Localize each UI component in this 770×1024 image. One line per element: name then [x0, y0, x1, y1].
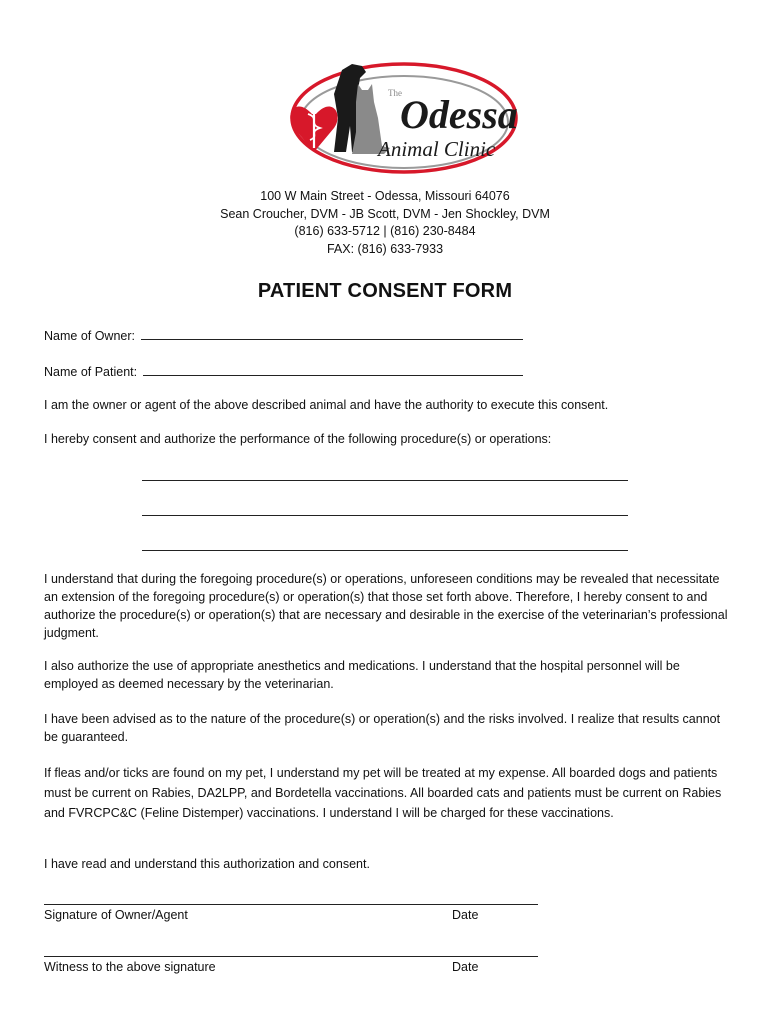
owner-signature-label: Signature of Owner/Agent [44, 908, 188, 922]
witness-signature-label: Witness to the above signature [44, 960, 216, 974]
advised-paragraph: I have been advised as to the nature of the procedure(s) or operation(s) and the risks involved. I realize that results cannot be guaranteed. [44, 712, 721, 744]
clinic-phones: (816) 633-5712 | (816) 230-8484 [294, 224, 476, 238]
anesthetics-paragraph: I also authorize the use of appropriate anesthetics and medications. I understand that the hospital personnel will be employed as deemed necessary by the veterinarian. [44, 659, 680, 691]
logo-name: Odessa [400, 92, 518, 137]
patient-name-field [44, 362, 523, 379]
clinic-logo [282, 56, 518, 180]
clinic-header [0, 188, 770, 258]
owner-name-field [44, 326, 523, 343]
page-title: PATIENT CONSENT FORM [257, 280, 513, 302]
owner-name-blank[interactable] [141, 326, 523, 340]
procedure-line-3[interactable] [142, 550, 628, 551]
patient-name-blank[interactable] [143, 362, 523, 376]
witness-date-label: Date [452, 960, 479, 974]
understand-paragraph: I understand that during the foregoing procedure(s) or operations, unforeseen conditions may be revealed that necessitate an extension of the foregoing procedure(s) or operation(s) that those set forth above. Therefore, I hereby consent to and authorize the procedure(s) or operation(s) that are necessary and desirable in the exercise of the veterinarian’s professional judgment. [44, 572, 728, 640]
clinic-logo-graphic [282, 56, 518, 180]
authority-statement: I am the owner or agent of the above described animal and have the authority to execute this consent. [44, 398, 609, 412]
patient-name-label: Name of Patient: [44, 365, 138, 379]
witness-signature-line[interactable] [44, 956, 538, 957]
logo-subtitle: Animal Clinic [378, 137, 496, 161]
logo-small-word: The [388, 88, 402, 98]
owner-name-label: Name of Owner: [44, 329, 136, 343]
consent-statement: I hereby consent and authorize the performance of the following procedure(s) or operations: [44, 432, 552, 446]
owner-date-label: Date [452, 908, 479, 922]
clinic-fax: FAX: (816) 633-7933 [326, 241, 444, 256]
fleas-paragraph: If fleas and/or ticks are found on my pet, I understand my pet will be treated at my expense. All boarded dogs and patients must be current on Rabies, DA2LPP, and Bordetella vaccinations. All boarded cats and patients must be current on Rabies and FVRCPC&C (Feline Distemper) vaccinations. I understand I will be charged for these vaccinations. [44, 766, 722, 820]
read-statement: I have read and understand this authorization and consent. [44, 857, 370, 871]
owner-signature-line[interactable] [44, 904, 538, 905]
procedure-line-2[interactable] [142, 515, 628, 516]
clinic-doctors: Sean Croucher, DVM - JB Scott, DVM - Jen Shockley, DVM [220, 206, 550, 221]
clinic-address: 100 W Main Street - Odessa, Missouri 64076 [260, 189, 510, 203]
procedure-line-1[interactable] [142, 480, 628, 481]
